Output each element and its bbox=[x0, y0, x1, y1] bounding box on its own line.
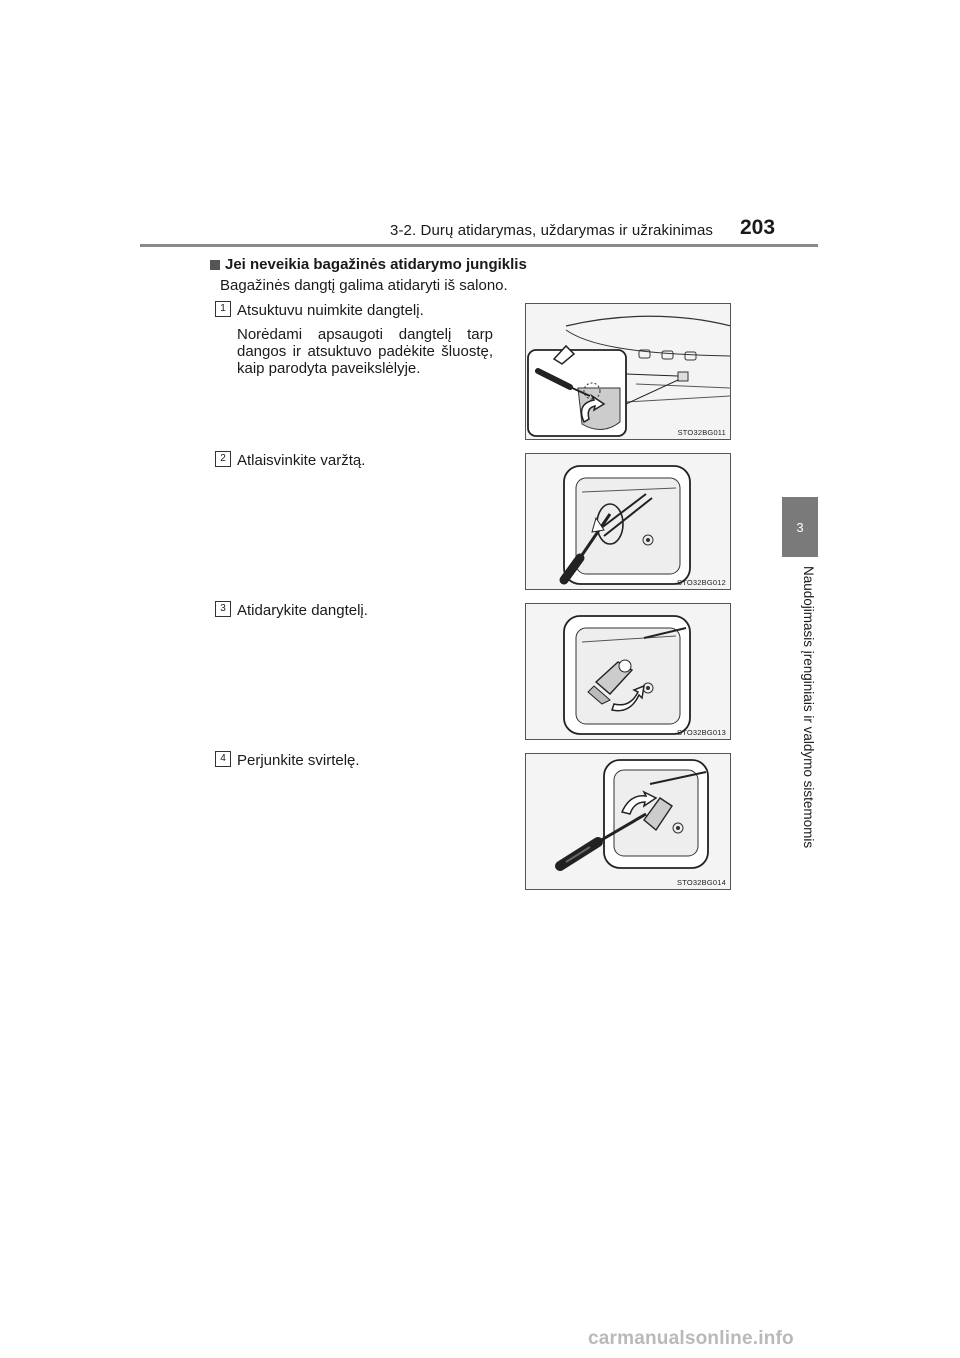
page-number: 203 bbox=[740, 216, 776, 239]
step-4-figure bbox=[525, 753, 731, 890]
step-4-text: Perjunkite svirtelę. bbox=[237, 752, 360, 769]
step-1-badge: 1 bbox=[215, 301, 231, 317]
chapter-number: 3 bbox=[796, 519, 804, 535]
loosen-screw-illustration-icon bbox=[526, 454, 731, 590]
step-1-note: Norėdami apsaugoti dangtelį tarp dangos ir atsuktuvo padėkite šluostę, kaip parodyta paveikslėlyje. bbox=[237, 326, 493, 377]
step-2-figure-code: STO32BG012 bbox=[677, 578, 726, 587]
chapter-side-label: Naudojimasis įrenginiais ir valdymo sistemomis bbox=[801, 566, 816, 849]
step-1-figure-code: STO32BG011 bbox=[677, 428, 726, 437]
section-heading bbox=[210, 256, 527, 273]
step-3-text: Atidarykite dangtelį. bbox=[237, 602, 368, 619]
step-2-text: Atlaisvinkite varžtą. bbox=[237, 452, 366, 469]
step-2-figure bbox=[525, 453, 731, 590]
header-rule bbox=[140, 244, 818, 247]
step-3-figure-code: STO32BG013 bbox=[677, 728, 726, 737]
open-cover-illustration-icon bbox=[526, 604, 731, 740]
section-intro: Bagažinės dangtį galima atidaryti iš salono. bbox=[220, 277, 508, 294]
header-section-title: 3-2. Durų atidarymas, uždarymas ir užrakinimas bbox=[390, 222, 714, 239]
step-3-badge: 3 bbox=[215, 601, 231, 617]
step-1-figure bbox=[525, 303, 731, 440]
remove-cover-illustration-icon bbox=[526, 304, 731, 440]
switch-lever-illustration-icon bbox=[526, 754, 731, 890]
step-4-figure-code: STO32BG014 bbox=[677, 878, 726, 887]
chapter-tab bbox=[782, 497, 818, 557]
square-bullet-icon bbox=[210, 260, 220, 270]
step-4-badge: 4 bbox=[215, 751, 231, 767]
step-1-text: Atsuktuvu nuimkite dangtelį. bbox=[237, 302, 424, 319]
section-heading-text: Jei neveikia bagažinės atidarymo jungiklis bbox=[225, 256, 527, 273]
watermark: carmanualsonline.info bbox=[588, 1328, 794, 1349]
step-2-badge: 2 bbox=[215, 451, 231, 467]
step-3-figure bbox=[525, 603, 731, 740]
